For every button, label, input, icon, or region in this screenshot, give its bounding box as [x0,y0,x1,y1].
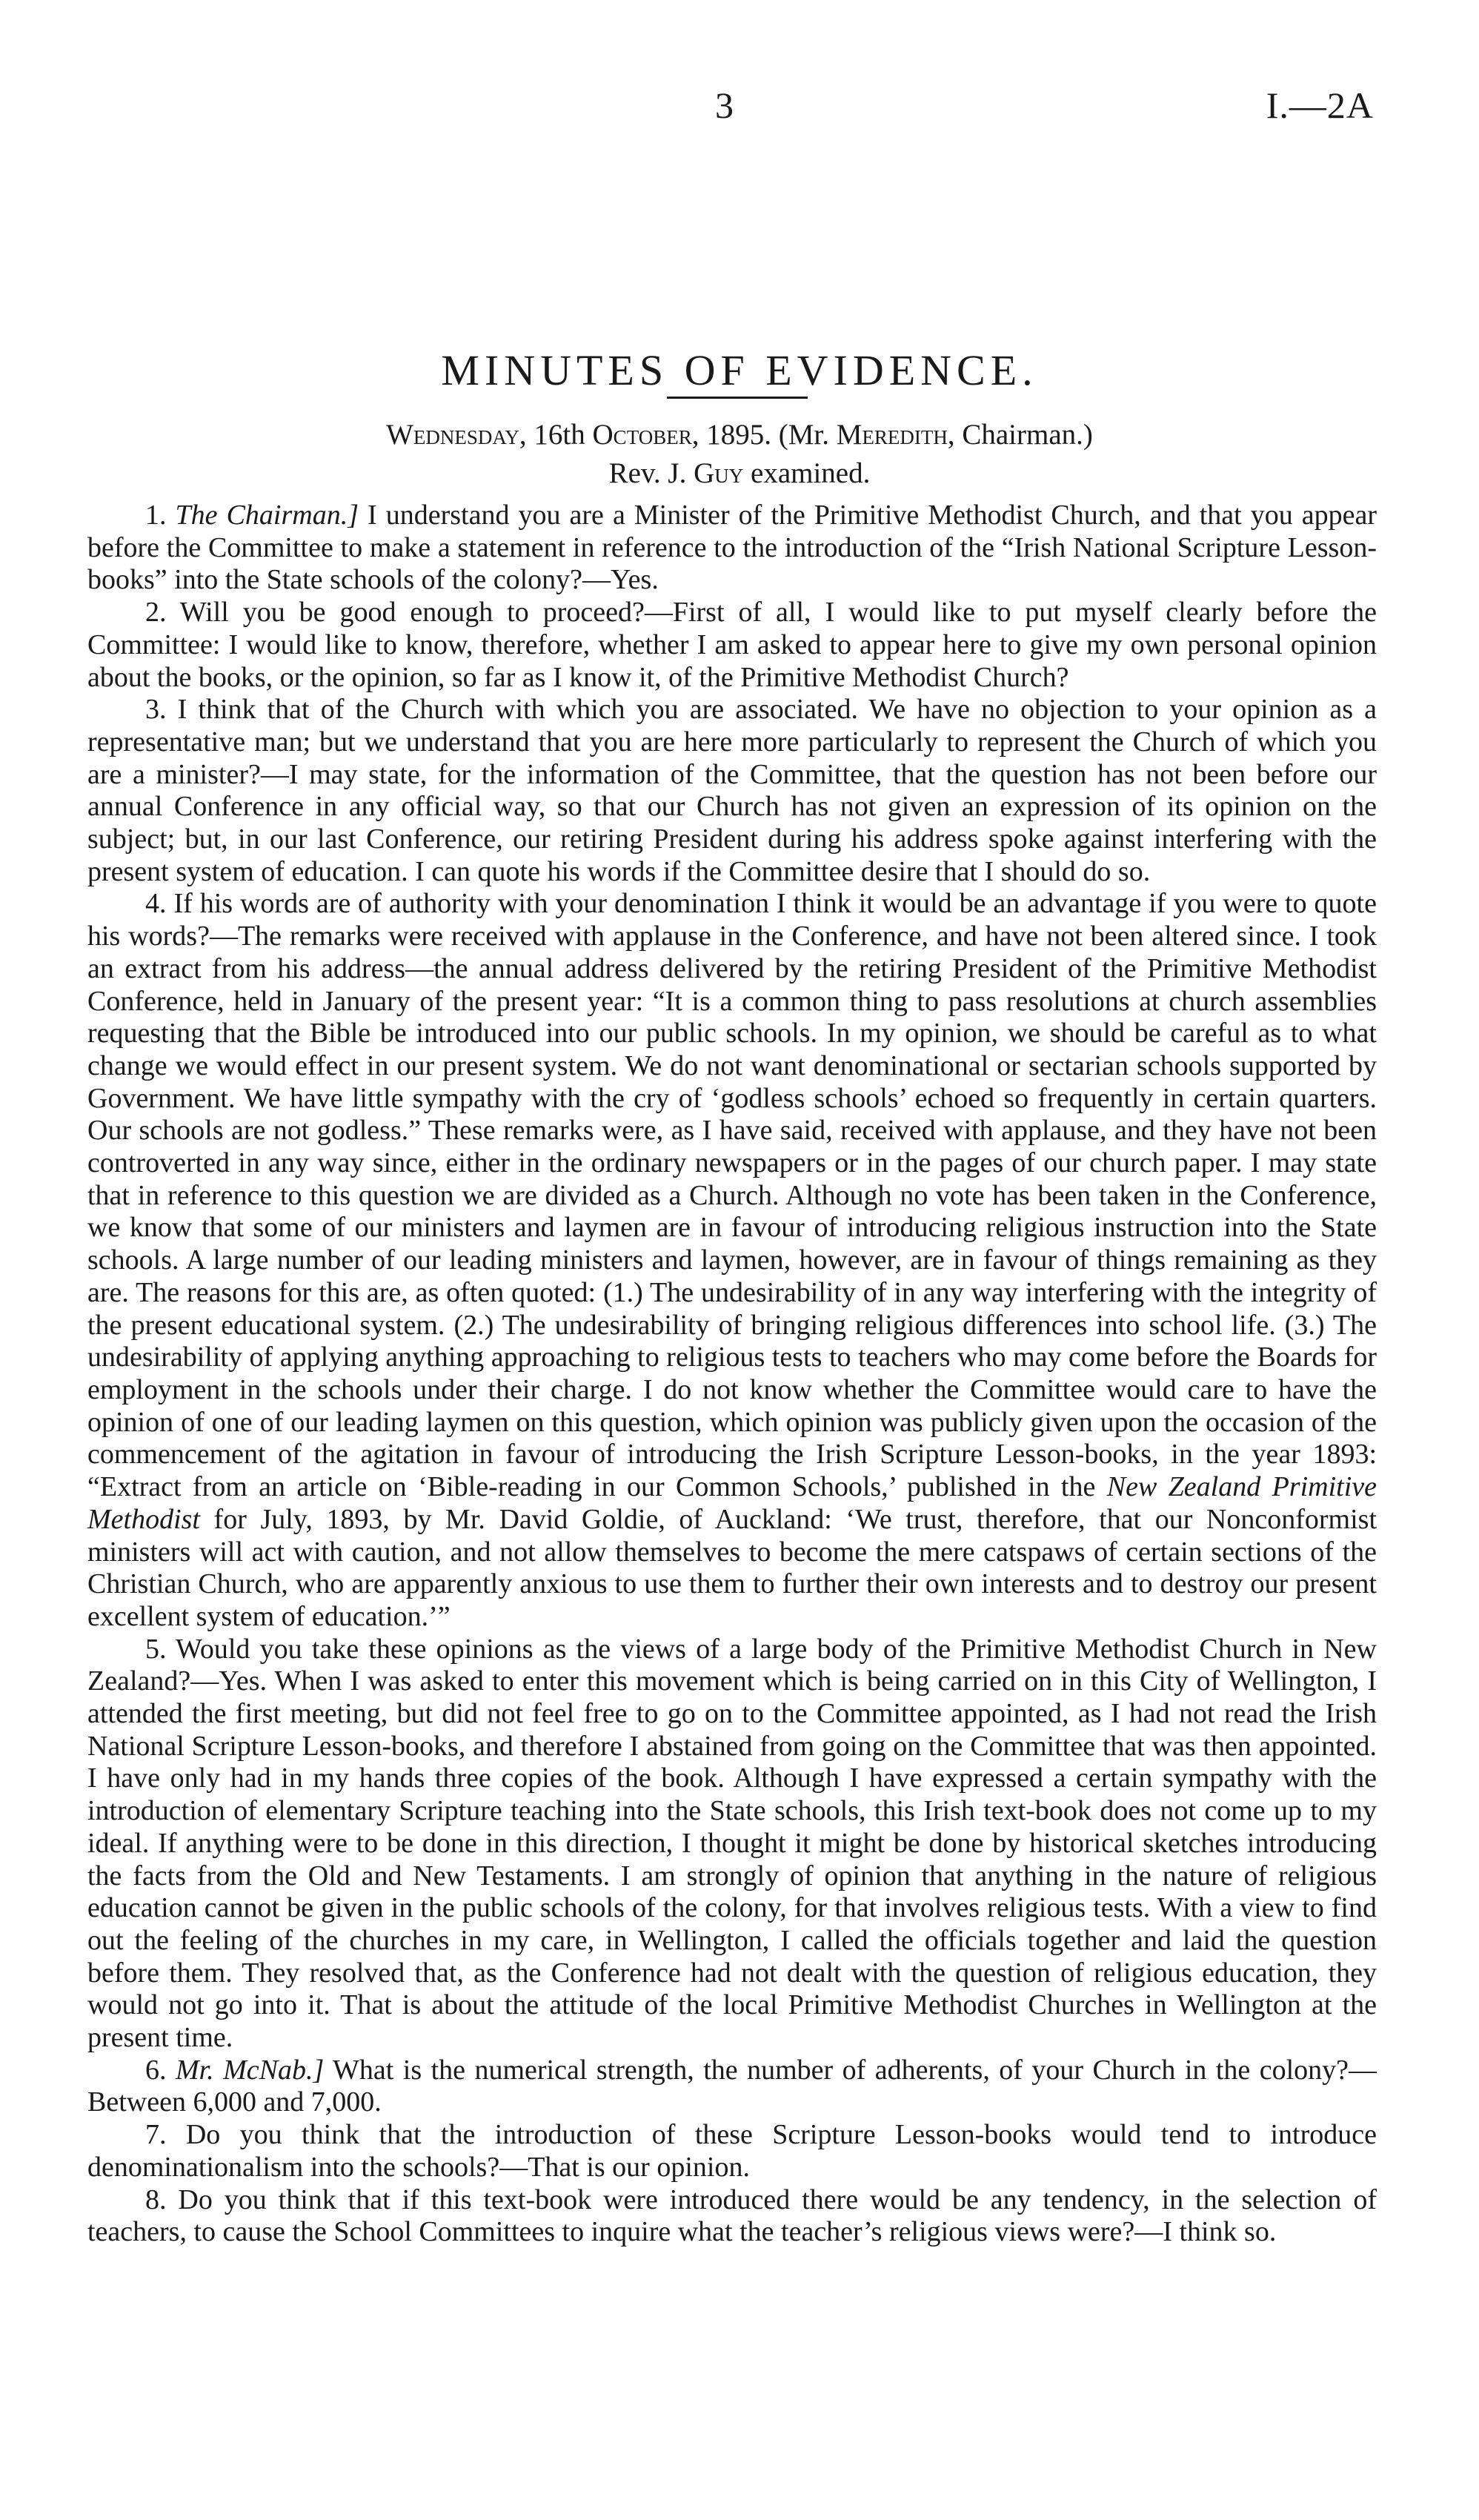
question-text: Would you take these opinions as the views of a large body of the Primitive Methodist Church in New Zealand?—Yes. When I was asked to enter this movement which is being carried on in this City of Wellington, I attended the first meeting, but did not feel free to go on to the Committee appointed, as I had not read the Irish National Scripture Lesson-books, and therefore I abstained from going on the Committee that was then appointed. I have only had in my hands three copies of the book. Although I have expressed a certain sympathy with the introduction of elementary Scripture teaching into the State schools, this Irish text-book does not come up to my ideal. If anything were to be done in this direction, I thought it might be done by historical sketches introducing the facts from the Old and New Testaments. I am strongly of opinion that anything in the nature of religious education cannot be given in the public schools of the colony, for that involves religious tests. With a view to find out the feeling of the churches in my care, in Wellington, I called the officials together and laid the question before them. They resolved that, as the Conference had not dealt with the question of religious education, they would not go into it. That is about the attitude of the local Primitive Methodist Churches in Wellington at the present time. [87,1633,1377,2054]
question-3 [87,694,1377,888]
witness-suffix: examined. [743,457,871,489]
page-number: 3 [715,84,734,126]
question-text: Do you think that the introduction of these Scripture Lesson-books would tend to introduce denominationalism into the schools?—That is our opinion. [87,2119,1377,2183]
page-title: MINUTES OF EVIDENCE. [441,346,1038,394]
session-month: October [592,419,692,451]
evidence-body [87,500,1377,2249]
question-text: Will you be good enough to proceed?—First of all, I would like to put myself clearly before the Committee: I would like to know, therefore, whether I am asked to appear here to give my own personal opinion about the books, or the opinion, so far as I know it, of the Primitive Methodist Church? [87,597,1377,693]
publication-title: New Zealand Primitive Methodist [87,1471,1377,1535]
title-divider [667,397,808,399]
question-speaker: The Chairman.] [175,500,359,531]
question-6 [87,2055,1377,2119]
question-2 [87,597,1377,694]
session-year: , 1895. (Mr. [691,419,837,451]
session-date: , 16th [519,419,593,451]
question-number: 8. [145,2184,167,2215]
page-header [0,83,1479,135]
witness-line [0,455,1479,492]
question-number: 6. [145,2054,167,2086]
question-number: 7. [145,2119,167,2151]
witness-surname: Guy [694,457,744,489]
question-text: What is the numerical strength, the number of adherents, of your Church in the colony?—Between 6,000 and 7,000. [87,2054,1377,2118]
question-4 [87,888,1377,1633]
chairman-name: Meredith [836,419,948,451]
session-line [0,417,1479,454]
question-7 [87,2119,1377,2184]
question-5 [87,1634,1377,2055]
witness-prefix: Rev. J. [608,457,694,489]
question-text: Do you think that if this text-book were introduced there would be any tendency, in the selection of teachers, to cause the School Committees to inquire what the teacher’s religious views were?—I think so. [87,2184,1377,2248]
question-text-continued: for July, 1893, by Mr. David Goldie, of Auckland: ‘We trust, therefore, that our Nonconformist ministers will act with caution, and not allow themselves to become the mere catspaws of certain sections of the Christian Church, who are apparently anxious to use them to further their own interests and to destroy our present excellent system of education.’” [87,1503,1377,1632]
session-day: Wednesday [386,419,519,451]
question-number: 4. [145,888,167,920]
question-text: I understand you are a Minister of the Primitive Methodist Church, and that you appear before the Committee to make a statement in reference to the introduction of the “Irish National Scripture Lesson-books” into the State schools of the colony?—Yes. [87,500,1377,596]
question-speaker: Mr. McNab.] [175,2054,325,2086]
question-text: I think that of the Church with which you are associated. We have no objection to your opinion as a representative man; but we understand that you are here more particularly to represent the Church of which you are a minister?—I may state, for the information of the Committee, that the question has not been before our annual Conference in any official way, so that our Church has not given an expression of its opinion on the subject; but, in our last Conference, our retiring President during his address spoke against interfering with the present system of education. I can quote his words if the Committee desire that I should do so. [87,694,1377,887]
question-number: 1. [145,500,167,531]
question-text: If his words are of authority with your denomination I think it would be an advantage if you were to quote his words?—The remarks were received with applause in the Conference, and have not been altered since. I took an extract from his address—the annual address delivered by the retiring President of the Primitive Methodist Conference, held in January of the present year: “It is a common thing to pass resolutions at church assemblies requesting that the Bible be introduced into our public schools. In my opinion, we should be careful as to what change we would effect in our present system. We do not want denominational or sectarian schools supported by Government. We have little sympathy with the cry of ‘godless schools’ echoed so frequently in certain quarters. Our schools are not godless.” These remarks were, as I have said, received with applause, and they have not been controverted in any way since, either in the ordinary newspapers or in the pages of our church paper. I may state that in reference to this question we are divided as a Church. Although no vote has been taken in the Conference, we know that some of our ministers and laymen are in favour of introducing religious instruction into the State schools. A large number of our leading ministers and laymen, however, are in favour of things remaining as they are. The reasons for this are, as often quoted: (1.) The undesirability of in any way interfering with the integrity of the present educational system. (2.) The undesirability of bringing religious differences into school life. (3.) The undesirability of applying anything approaching to religious tests to teachers who may come before the Boards for employment in the schools under their charge. I do not know whether the Committee would care to have the opinion of one of our leading laymen on this question, which opinion was publicly given upon the occasion of the commencement of the agitation in favour of introducing the Irish Scripture Lesson-books, in the year 1893: “Extract from an article on ‘Bible-reading in our Common Schools,’ published in the [87,888,1377,1503]
question-1 [87,500,1377,597]
chairman-role: , Chairman.) [947,419,1093,451]
question-number: 5. [145,1633,167,1665]
question-number: 3. [145,694,167,726]
question-8 [87,2184,1377,2249]
document-reference: I.—2A [1266,84,1374,126]
question-number: 2. [145,597,167,629]
